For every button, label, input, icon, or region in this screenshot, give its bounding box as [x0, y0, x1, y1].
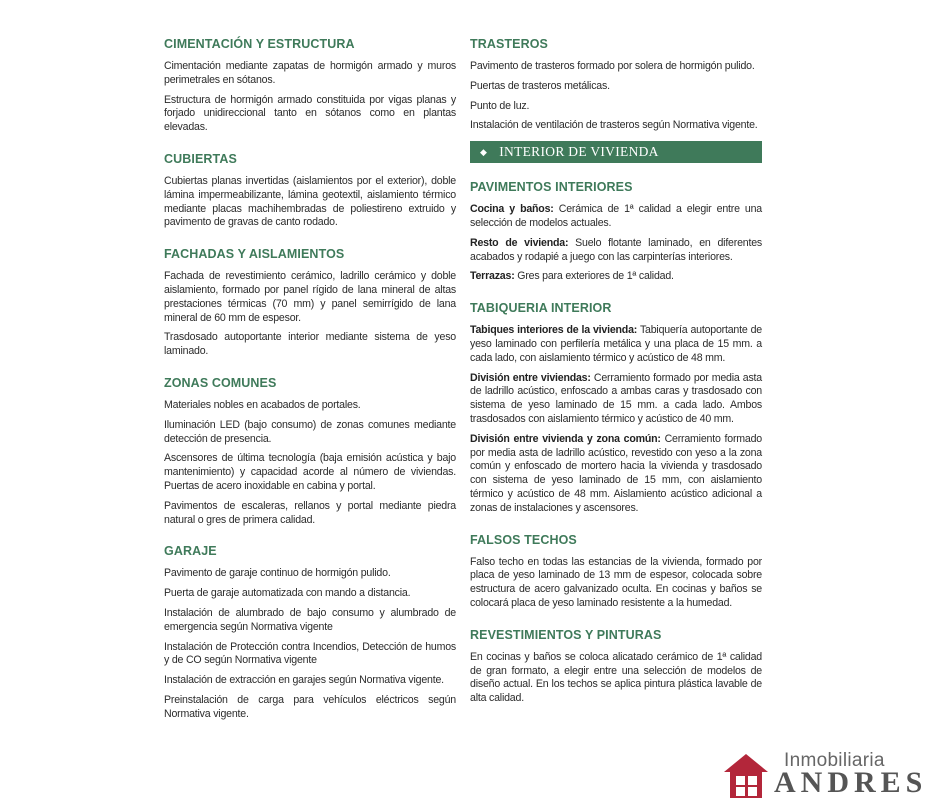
paragraph: [470, 651, 762, 706]
paragraph: [470, 237, 762, 265]
section-falsos-techos: [470, 532, 762, 611]
interior-banner: [470, 141, 762, 163]
brand-subtitle: Inmobiliaria: [784, 750, 885, 771]
section-title: FACHADAS Y AISLAMIENTOS: [164, 247, 345, 262]
lead-text: Tabiques interiores de la vivienda:: [470, 324, 638, 337]
paragraph: [470, 270, 762, 284]
brand-name: ANDRES: [774, 766, 928, 799]
paragraph: Estructura de hormigón armado constituida por vigas planas y forjado unidireccional tanto en sótanos como en plantas elevadas.: [164, 93, 456, 134]
paragraph: Preinstalación de carga para vehículos eléctricos según Normativa vigente.: [164, 693, 456, 720]
paragraph: Puertas de trasteros metálicas.: [470, 79, 610, 92]
body-text: Tabiquería autoportante de yeso laminado con perfilería metálica y una placa de 15 mm. a cada lado, con aislamiento térmico y acústico de 48 mm.: [470, 324, 762, 364]
paragraph: [470, 433, 762, 516]
body-text: Gres para exteriores de 1ª calidad.: [514, 270, 674, 283]
body-text: Suelo flotante laminado, en diferentes acabados y rodapié a juego con las carpinterías interiores.: [470, 236, 762, 263]
paragraph: Instalación de alumbrado de bajo consumo y alumbrado de emergencia según Normativa vigente: [164, 606, 456, 633]
section-title: TABIQUERIA INTERIOR: [470, 301, 612, 316]
section-title: GARAJE: [164, 544, 217, 559]
lead-text: División entre vivienda y zona común:: [470, 432, 661, 445]
section-title: FALSOS TECHOS: [470, 532, 577, 547]
paragraph: Instalación de Protección contra Incendios, Detección de humos y de CO según Normativa vigente: [164, 640, 456, 667]
section-pavimentos: [470, 179, 762, 284]
paragraph: Pavimento de trasteros formado por solera de hormigón pulido.: [470, 60, 755, 72]
paragraph: Iluminación LED (bajo consumo) de zonas comunes mediante detección de presencia.: [164, 418, 456, 445]
section-trasteros: [470, 36, 762, 133]
paragraph: Pavimentos de escaleras, rellanos y portal mediante piedra natural o gres de primera calidad.: [164, 499, 456, 526]
body-text: Cerramiento formado por media asta de ladrillo acústico, enfoscado a ambas caras y trasdosado con sistema de yeso laminado de 15 mm. a cada lado. Ambos trasdosados con aislamiento térmico y acústico de 40 mm.: [470, 371, 762, 425]
lead-text: Resto de vivienda:: [470, 236, 569, 249]
section-tabiqueria: [470, 300, 762, 515]
paragraph: Pavimento de garaje continuo de hormigón pulido.: [164, 567, 391, 580]
house-logo-icon: [722, 752, 770, 800]
banner-label: INTERIOR DE VIVIENDA: [499, 144, 659, 160]
left-column: [164, 36, 456, 738]
section-cimentacion: [164, 36, 456, 135]
paragraph: Trasdosado autoportante interior mediante sistema de yeso laminado.: [164, 331, 456, 358]
body-text: En cocinas y baños se coloca alicatado cerámico de 1ª calidad de gran formato, a elegir entre una selección de modelos de diseño actual. En los techos se aplica pintura plástica lavable de alta calidad.: [470, 650, 762, 705]
section-title: REVESTIMIENTOS Y PINTURAS: [470, 627, 662, 642]
paragraph: Ascensores de última tecnología (baja emisión acústica y bajo mantenimiento) y capacidad acorde al número de viviendas. Puertas de acero inoxidable en cabina y portal.: [164, 452, 456, 492]
section-garaje: [164, 543, 456, 721]
paragraph: [470, 372, 762, 427]
right-column: [470, 36, 762, 722]
paragraph: Fachada de revestimiento cerámico, ladrillo cerámico y doble aislamiento, formado por panel rígido de lana mineral de altas prestaciones térmicas (70 mm) y panel semirrígido de lana mineral de 60 mm de espesor.: [164, 270, 456, 324]
paragraph: Instalación de ventilación de trasteros según Normativa vigente.: [470, 119, 758, 132]
section-revestimientos: [470, 627, 762, 706]
paragraph: Punto de luz.: [470, 99, 530, 112]
lead-text: Terrazas:: [470, 270, 515, 283]
paragraph: Materiales nobles en acabados de portales.: [164, 398, 361, 411]
lead-text: División entre viviendas:: [470, 371, 591, 384]
section-zonas-comunes: [164, 375, 456, 527]
section-title: ZONAS COMUNES: [164, 375, 277, 390]
paragraph: Puerta de garaje automatizada con mando a distancia.: [164, 587, 411, 600]
diamond-icon: ◆: [480, 146, 488, 157]
section-fachadas: [164, 246, 456, 359]
paragraph: Instalación de extracción en garajes según Normativa vigente.: [164, 674, 444, 687]
section-title: PAVIMENTOS INTERIORES: [470, 180, 633, 195]
paragraph: [470, 324, 762, 365]
section-title: CUBIERTAS: [164, 151, 237, 166]
paragraph: Cimentación mediante zapatas de hormigón armado y muros perimetrales en sótanos.: [164, 60, 456, 86]
body-text: Falso techo en todas las estancias de la vivienda, formado por placa de yeso laminado de 13 mm de espesor, colocada sobre estructura de acero galvanizado oculta. En cocinas y baños se colocará placa de yeso laminado resistente a la humedad.: [470, 555, 762, 609]
paragraph: Cubiertas planas invertidas (aislamientos por el exterior), doble lámina impermeabilizante, lámina geotextil, aislamiento térmico mediante placas machihembradas de poliestireno extruido y pavimento de gravas de canto rodado.: [164, 174, 456, 229]
lead-text: Cocina y baños:: [470, 203, 554, 216]
section-title: TRASTEROS: [470, 37, 548, 51]
paragraph: [470, 203, 762, 231]
brand-logo: [722, 748, 932, 804]
body-text: Cerramiento formado por media asta de ladrillo acústico, revestido con yeso a la zona común y enfoscado de mortero hacia la vivienda y trasdosado con sistema de yeso laminado de 15 mm, con aislamiento térmico y acústico de 48 mm. Aislamiento acústico adicional a zonas de instalaciones y ascensores.: [470, 432, 762, 514]
section-title: CIMENTACIÓN Y ESTRUCTURA: [164, 37, 355, 51]
body-text: Cerámica de 1ª calidad a elegir entre una selección de modelos actuales.: [470, 203, 762, 229]
paragraph: [470, 556, 762, 611]
section-cubiertas: [164, 151, 456, 230]
